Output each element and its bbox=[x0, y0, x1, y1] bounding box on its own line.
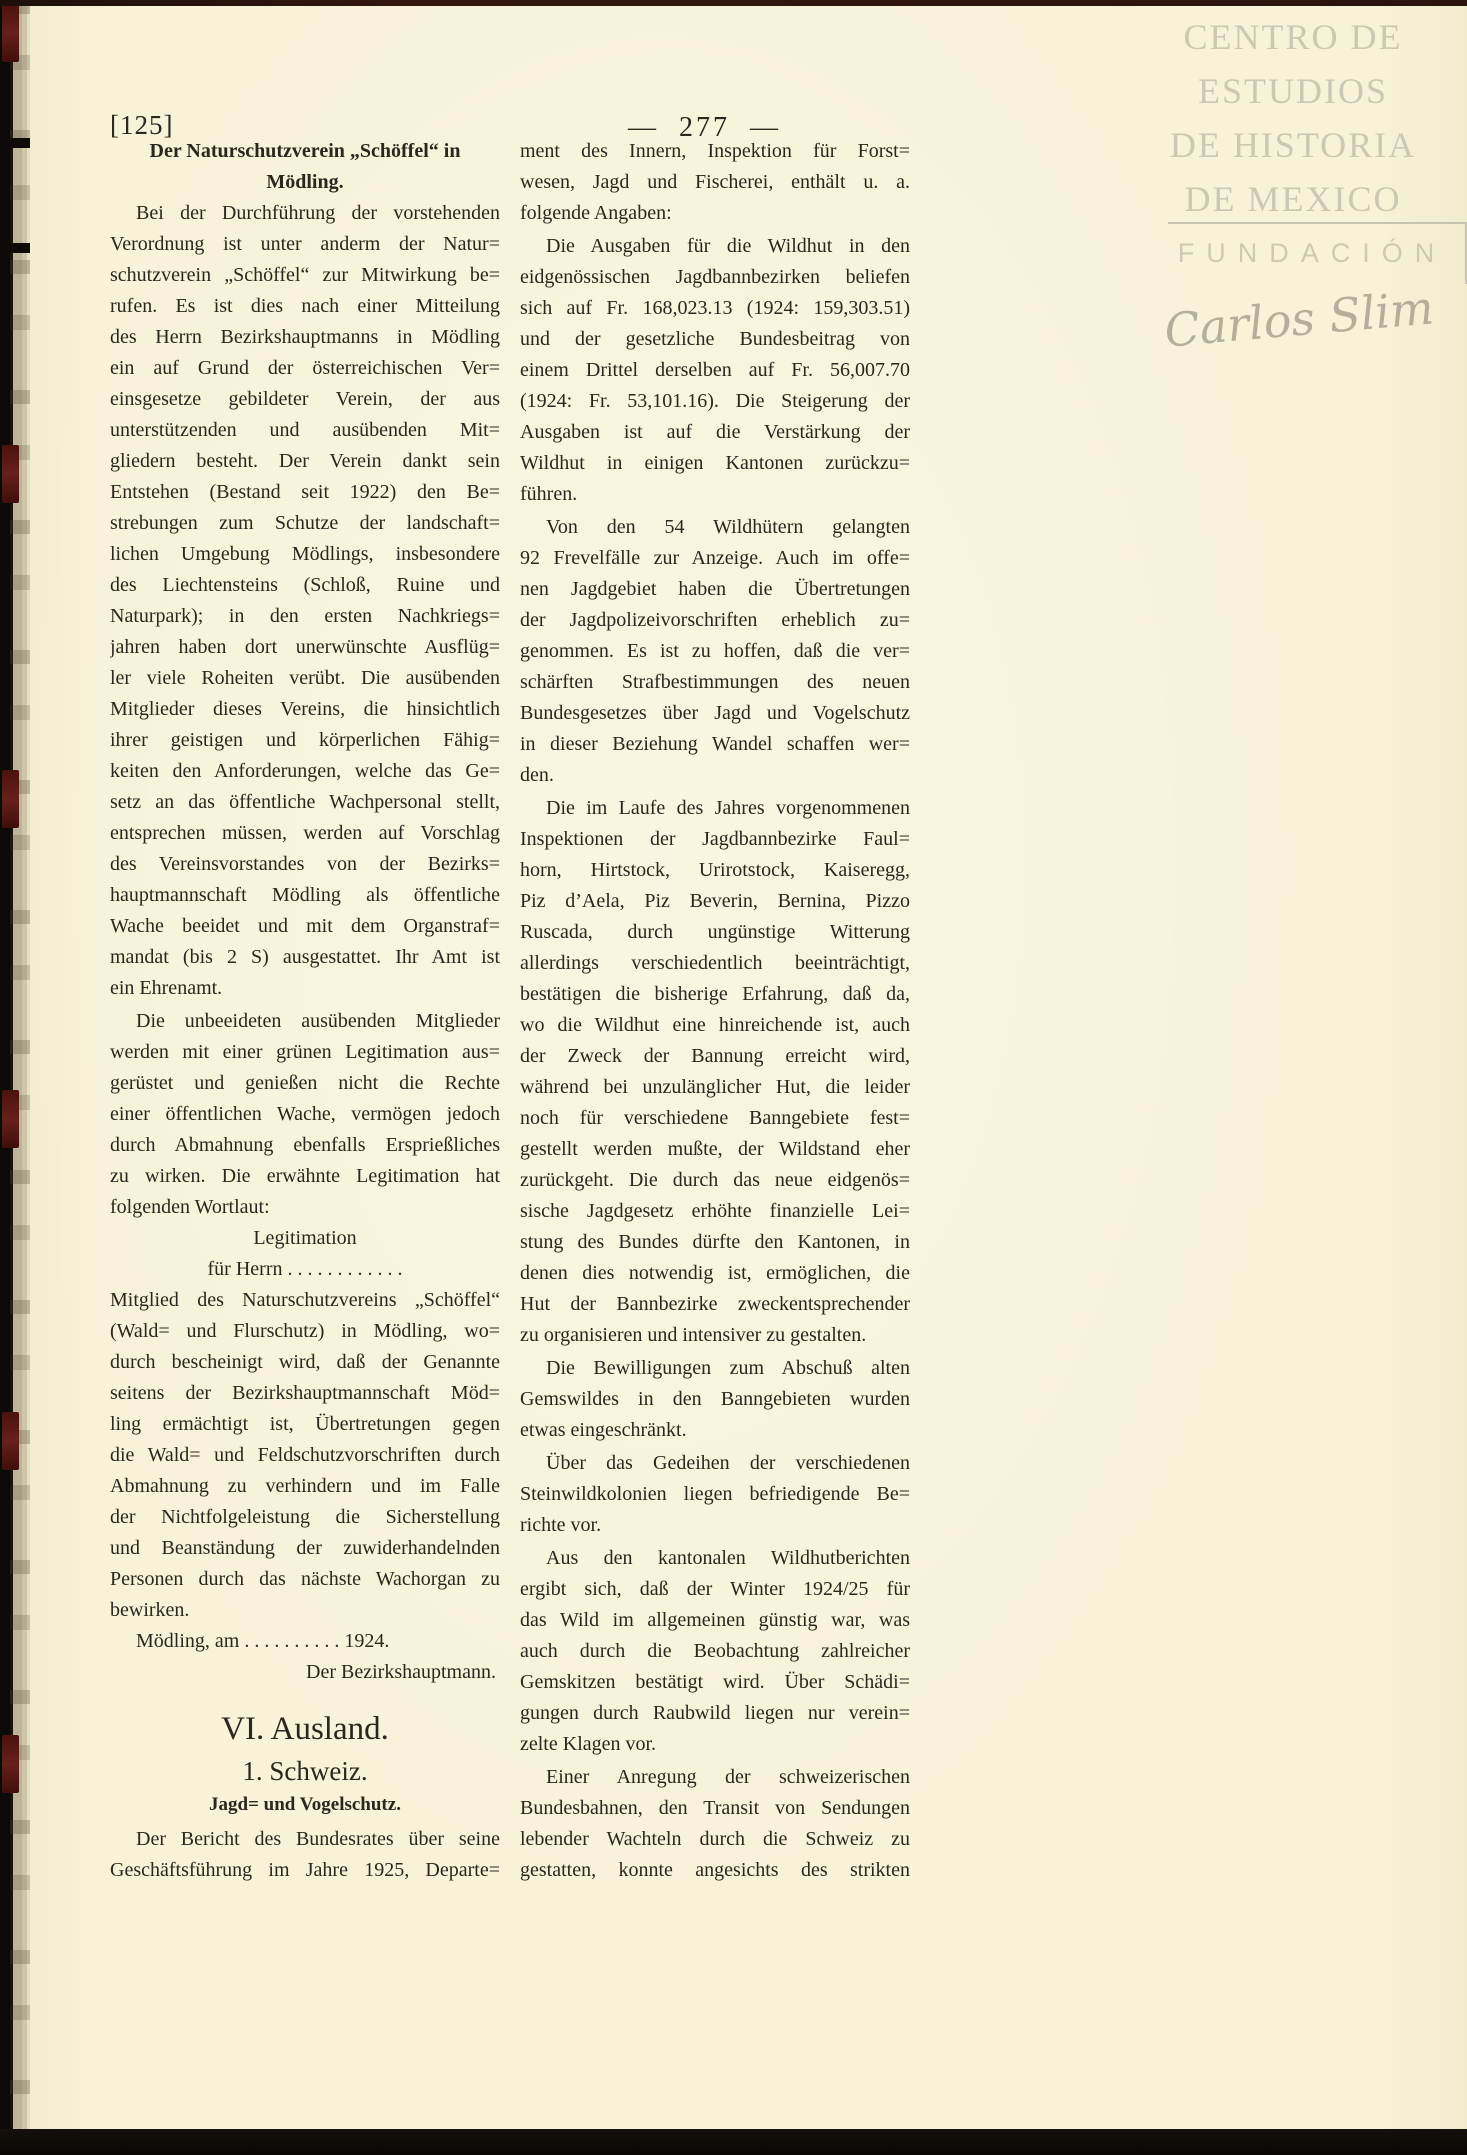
text-line: Einer Anregung der schweizerischen bbox=[546, 1766, 910, 1788]
text-line: 1. Schweiz. bbox=[242, 1756, 368, 1786]
text-line: noch für verschiedene Banngebiete fest= bbox=[520, 1107, 910, 1129]
boldcenter-block bbox=[110, 1790, 500, 1819]
paragraph bbox=[520, 1762, 910, 1886]
text-line: Personen durch das nächste Wachorgan zu bbox=[110, 1568, 500, 1590]
text-line: zu wirken. Die erwähnte Legitimation hat bbox=[110, 1165, 500, 1187]
paragraph bbox=[110, 1006, 500, 1223]
text-columns bbox=[110, 136, 910, 1886]
text-line: stung des Bundes dürfte den Kantonen, in bbox=[520, 1231, 910, 1253]
text-line: gungen durch Raubwild liegen nur verein= bbox=[520, 1702, 910, 1724]
text-line: unterstützenden und ausübenden Mit= bbox=[110, 419, 500, 441]
text-line: schutzverein „Schöffel“ zur Mitwirkung be= bbox=[110, 264, 500, 286]
text-line: Bei der Durchführung der vorstehenden bbox=[136, 202, 500, 224]
text-line: einer öffentlichen Wache, vermögen jedoch bbox=[110, 1103, 500, 1125]
sub-block bbox=[110, 1752, 500, 1790]
watermark-line: DE HISTORIA bbox=[1169, 125, 1417, 165]
text-line: einsgesetze gebildeter Verein, der aus bbox=[110, 388, 500, 410]
text-line: in dieser Beziehung Wandel schaffen wer= bbox=[520, 733, 910, 755]
text-line: durch Abmahnung ebenfalls Ersprießliches bbox=[110, 1134, 500, 1156]
text-line: der Jagdpolizeivorschriften erheblich zu= bbox=[520, 609, 910, 631]
watermark-signature: Carlos Slim bbox=[1162, 280, 1436, 358]
binding-red-mark bbox=[2, 770, 19, 828]
text-line: wo die Wildhut eine hinreichende ist, auch bbox=[520, 1014, 910, 1036]
text-line: ihrer geistigen und körperlichen Fähig= bbox=[110, 729, 500, 751]
binding-red-mark bbox=[2, 445, 19, 503]
book-binding-edge bbox=[0, 0, 30, 2155]
text-line: Legitimation bbox=[253, 1227, 357, 1249]
text-line: allerdings verschiedentlich beeinträchtigt, bbox=[520, 952, 910, 974]
text-line: gestatten, konnte angesichts des strikten bbox=[520, 1859, 910, 1881]
text-line: während bei unzulänglicher Hut, die leider bbox=[520, 1076, 910, 1098]
watermark-line: ESTUDIOS bbox=[1197, 71, 1388, 111]
text-line: werden mit einer grünen Legitimation aus= bbox=[110, 1041, 500, 1063]
text-line: Hut der Bannbezirke zweckentsprechender bbox=[520, 1293, 910, 1315]
text-line: rufen. Es ist dies nach einer Mitteilung bbox=[110, 295, 500, 317]
text-line: sische Jagdgesetz erhöhte finanzielle Lei= bbox=[520, 1200, 910, 1222]
text-line: durch bescheinigt wird, daß der Genannte bbox=[110, 1351, 500, 1373]
text-line: Jagd= und Vogelschutz. bbox=[209, 1794, 401, 1815]
text-line: des Herrn Bezirkshauptmanns in Mödling bbox=[110, 326, 500, 348]
paragraph bbox=[520, 1448, 910, 1541]
text-line: zelte Klagen vor. bbox=[520, 1733, 657, 1755]
paragraph bbox=[520, 793, 910, 1351]
text-line: Mitglied des Naturschutzvereins „Schöffel“ bbox=[110, 1289, 500, 1311]
text-line: Der Naturschutzverein „Schöffel“ in bbox=[149, 140, 461, 162]
paragraph bbox=[520, 231, 910, 510]
watermark-line: DE MEXICO bbox=[1184, 179, 1402, 219]
text-line: lebender Wachteln durch die Schweiz zu bbox=[520, 1828, 910, 1850]
text-line: sich auf Fr. 168,023.13 (1924: 159,303.51) bbox=[520, 297, 910, 319]
watermark-rule bbox=[1168, 222, 1467, 224]
text-line: gliedern besteht. Der Verein dankt sein bbox=[110, 450, 500, 472]
heading-block bbox=[110, 136, 500, 198]
text-line: denen dies notwendig ist, ermöglichen, die bbox=[520, 1262, 910, 1284]
text-line: einem Drittel derselben auf Fr. 56,007.70 bbox=[520, 359, 910, 381]
text-line: der Nichtfolgeleistung die Sicherstellung bbox=[110, 1506, 500, 1528]
text-line: schärften Strafbestimmungen des neuen bbox=[520, 671, 910, 693]
binding-notch bbox=[0, 138, 30, 148]
text-line: Die im Laufe des Jahres vorgenommenen bbox=[546, 797, 910, 819]
text-line: folgende Angaben: bbox=[520, 202, 672, 224]
text-line: Mödling. bbox=[266, 171, 344, 193]
text-line: VI. Ausland. bbox=[221, 1711, 389, 1747]
library-watermark bbox=[1143, 10, 1443, 226]
text-line: bestätigen die bisherige Erfahrung, daß da, bbox=[520, 983, 910, 1005]
text-line: jahren haben dort unerwünschte Ausflüg= bbox=[110, 636, 500, 658]
watermark-line: CENTRO DE bbox=[1183, 17, 1403, 57]
text-line: setz an das öffentliche Wachpersonal stellt, bbox=[110, 791, 500, 813]
text-line: ein auf Grund der österreichischen Ver= bbox=[110, 357, 500, 379]
paragraph bbox=[110, 198, 500, 1004]
text-line: Mödling, am . . . . . . . . . . 1924. bbox=[136, 1630, 390, 1652]
text-line: (Wald= und Flurschutz) in Mödling, wo= bbox=[110, 1320, 500, 1342]
lineright-block bbox=[110, 1657, 500, 1688]
text-line: Bundesbahnen, den Transit von Sendungen bbox=[520, 1797, 910, 1819]
book-bottom-edge bbox=[0, 2129, 1467, 2155]
text-line: ling ermächtigt ist, Übertretungen gegen bbox=[110, 1413, 500, 1435]
text-line: strebungen zum Schutze der landschaft= bbox=[110, 512, 500, 534]
text-line: zu organisieren und intensiver zu gestalten. bbox=[520, 1324, 867, 1346]
text-line: auch durch die Beobachtung zahlreicher bbox=[520, 1640, 910, 1662]
text-line: folgenden Wortlaut: bbox=[110, 1196, 270, 1218]
paragraph bbox=[110, 1285, 500, 1626]
text-line: ler viele Roheiten verübt. Die ausübenden bbox=[110, 667, 500, 689]
text-line: hauptmannschaft Mödling als öffentliche bbox=[110, 884, 500, 906]
text-line: und der gesetzliche Bundesbeitrag von bbox=[520, 328, 910, 350]
text-line: Die Bewilligungen zum Abschuß alten bbox=[546, 1357, 910, 1379]
text-line: keiten den Anforderungen, welche das Ge= bbox=[110, 760, 500, 782]
text-line: Bundesgesetzes über Jagd und Vogelschutz bbox=[520, 702, 910, 724]
text-line: zurückgeht. Die durch das neue eidgenös= bbox=[520, 1169, 910, 1191]
text-line: Von den 54 Wildhütern gelangten bbox=[546, 516, 910, 538]
text-line: für Herrn . . . . . . . . . . . . bbox=[207, 1258, 403, 1280]
text-line: Abmahnung zu verhindern und im Falle bbox=[110, 1475, 500, 1497]
text-line: die Wald= und Feldschutzvorschriften durch bbox=[110, 1444, 500, 1466]
text-line: mandat (bis 2 S) ausgestattet. Ihr Amt ist bbox=[110, 946, 500, 968]
text-line: gestellt werden mußte, der Wildstand eher bbox=[520, 1138, 910, 1160]
book-top-edge bbox=[0, 0, 1467, 6]
lineindent-block bbox=[110, 1626, 500, 1657]
section-block bbox=[110, 1706, 500, 1752]
text-line: das Wild im allgemeinen günstig war, was bbox=[520, 1609, 910, 1631]
text-line: des Vereinsvorstandes von der Bezirks= bbox=[110, 853, 500, 875]
binding-red-mark bbox=[2, 1735, 19, 1793]
text-line: Geschäftsführung im Jahre 1925, Departe= bbox=[110, 1859, 500, 1881]
text-line: Der Bericht des Bundesrates über seine bbox=[136, 1828, 500, 1850]
text-line: (1924: Fr. 53,101.16). Die Steigerung der bbox=[520, 390, 910, 412]
text-line: Aus den kantonalen Wildhutberichten bbox=[546, 1547, 910, 1569]
page-number: — 277 — bbox=[628, 112, 781, 143]
watermark-foundation-label: FUNDACIÓN bbox=[1177, 238, 1447, 268]
text-line: Wache beeidet und mit dem Organstraf= bbox=[110, 915, 500, 937]
center-block bbox=[110, 1223, 500, 1254]
paragraph bbox=[520, 512, 910, 791]
text-line: eidgenössischen Jagdbannbezirken beliefen bbox=[520, 266, 910, 288]
text-line: Gemskitzen bestätigt wird. Über Schädi= bbox=[520, 1671, 910, 1693]
binding-notch bbox=[0, 243, 30, 253]
text-line: den. bbox=[520, 764, 554, 786]
text-line: ment des Innern, Inspektion für Forst= bbox=[520, 140, 910, 162]
text-line: Piz d’Aela, Piz Beverin, Bernina, Pizzo bbox=[520, 890, 910, 912]
paragraph bbox=[520, 1353, 910, 1446]
text-line: seitens der Bezirkshauptmannschaft Möd= bbox=[110, 1382, 500, 1404]
text-line: Entstehen (Bestand seit 1922) den Be= bbox=[110, 481, 500, 503]
text-line: Steinwildkolonien liegen befriedigende Be= bbox=[520, 1483, 910, 1505]
binding-red-mark bbox=[2, 1090, 19, 1148]
text-line: Verordnung ist unter anderm der Natur= bbox=[110, 233, 500, 255]
text-line: Der Bezirkshauptmann. bbox=[306, 1661, 496, 1683]
text-line: genommen. Es ist zu hoffen, daß die ver= bbox=[520, 640, 910, 662]
text-line: wesen, Jagd und Fischerei, enthält u. a. bbox=[520, 171, 910, 193]
text-line: ein Ehrenamt. bbox=[110, 977, 223, 999]
paragraph bbox=[520, 1543, 910, 1760]
text-line: Gemswildes in den Banngebieten wurden bbox=[520, 1388, 910, 1410]
text-line: nen Jagdgebiet haben die Übertretungen bbox=[520, 578, 910, 600]
text-line: Inspektionen der Jagdbannbezirke Faul= bbox=[520, 828, 910, 850]
text-line: Über das Gedeihen der verschiedenen bbox=[546, 1452, 910, 1474]
text-line: des Liechtensteins (Schloß, Ruine und bbox=[110, 574, 500, 596]
text-line: richte vor. bbox=[520, 1514, 602, 1536]
text-line: Ruscada, durch ungünstige Witterung bbox=[520, 921, 910, 943]
text-line: gerüstet und genießen nicht die Rechte bbox=[110, 1072, 500, 1094]
text-line: 92 Frevelfälle zur Anzeige. Auch im offe= bbox=[520, 547, 910, 569]
right-column bbox=[520, 136, 910, 1886]
text-line: Mitglieder dieses Vereins, die hinsichtlich bbox=[110, 698, 500, 720]
paragraph bbox=[520, 136, 910, 229]
folio-number: [125] bbox=[110, 110, 174, 140]
text-line: ergibt sich, daß der Winter 1924/25 für bbox=[520, 1578, 910, 1600]
left-column bbox=[110, 136, 500, 1886]
text-line: Die unbeeideten ausübenden Mitglieder bbox=[136, 1010, 500, 1032]
text-line: und Beanständung der zuwiderhandelnden bbox=[110, 1537, 500, 1559]
text-line: lichen Umgebung Mödlings, insbesondere bbox=[110, 543, 500, 565]
text-line: entsprechen müssen, werden auf Vorschlag bbox=[110, 822, 500, 844]
binding-red-mark bbox=[2, 4, 19, 62]
text-line: bewirken. bbox=[110, 1599, 190, 1621]
text-line: etwas eingeschränkt. bbox=[520, 1419, 687, 1441]
torn-paper-texture bbox=[10, 0, 30, 2155]
text-line: führen. bbox=[520, 483, 578, 505]
center-block bbox=[110, 1254, 500, 1285]
text-line: der Zweck der Bannung erreicht wird, bbox=[520, 1045, 910, 1067]
text-line: Ausgaben ist auf die Verstärkung der bbox=[520, 421, 910, 443]
text-line: Naturpark); in den ersten Nachkriegs= bbox=[110, 605, 500, 627]
text-line: Wildhut in einigen Kantonen zurückzu= bbox=[520, 452, 910, 474]
paragraph bbox=[110, 1824, 500, 1886]
binding-red-mark bbox=[2, 1412, 19, 1470]
text-line: horn, Hirtstock, Urirotstock, Kaiseregg, bbox=[520, 859, 910, 881]
text-line: Die Ausgaben für die Wildhut in den bbox=[546, 235, 910, 257]
